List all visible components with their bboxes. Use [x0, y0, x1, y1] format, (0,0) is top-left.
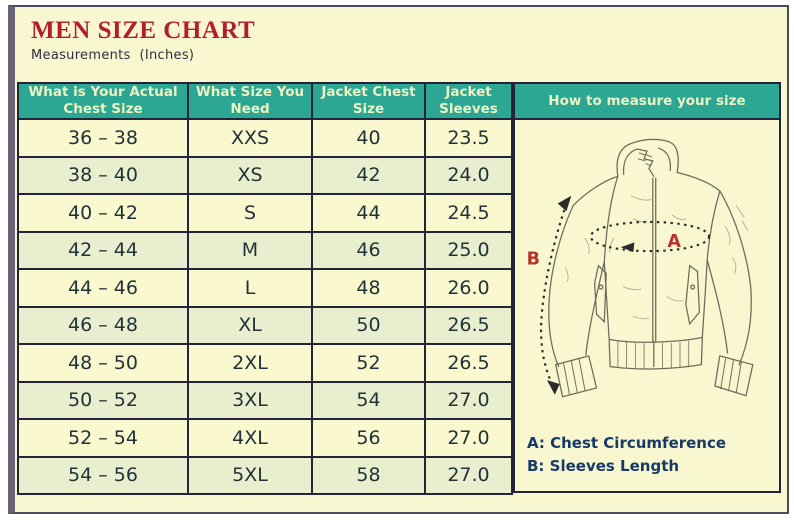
cell-jacket-sleeve: 27.0 [425, 382, 512, 420]
jacket-creases [565, 196, 747, 319]
cell-jacket-chest: 42 [312, 157, 425, 195]
cell-jacket-sleeve: 24.5 [425, 194, 512, 232]
cell-jacket-chest: 50 [312, 307, 425, 345]
measure-panel-header: How to measure your size [515, 84, 779, 120]
cell-jacket-chest: 40 [312, 119, 425, 157]
cell-jacket-chest: 52 [312, 344, 425, 382]
column-header-chest-size: What is Your Actual Chest Size [18, 83, 188, 119]
marker-b-label: B [526, 249, 540, 270]
cell-size-label: 2XL [188, 344, 312, 382]
cell-chest-range: 44 – 46 [18, 269, 188, 307]
table-row [18, 269, 512, 307]
column-header-jacket-chest: Jacket Chest Size [312, 83, 425, 119]
jacket-illustration [515, 122, 779, 452]
cell-size-label: 5XL [188, 457, 312, 495]
cell-size-label: M [188, 232, 312, 270]
cell-chest-range: 36 – 38 [18, 119, 188, 157]
cell-chest-range: 52 – 54 [18, 419, 188, 457]
cell-jacket-chest: 58 [312, 457, 425, 495]
size-chart-card [8, 5, 789, 514]
table-row [18, 419, 512, 457]
cell-jacket-chest: 44 [312, 194, 425, 232]
title-block [31, 18, 255, 63]
cell-jacket-sleeve: 27.0 [425, 419, 512, 457]
cell-size-label: XL [188, 307, 312, 345]
table-row [18, 119, 512, 157]
table-row [18, 344, 512, 382]
cell-chest-range: 46 – 48 [18, 307, 188, 345]
table-row [18, 382, 512, 420]
cell-size-label: XS [188, 157, 312, 195]
page-title: MEN SIZE CHART [31, 17, 256, 44]
cell-chest-range: 40 – 42 [18, 194, 188, 232]
page-subtitle: Measurements (Inches) [31, 48, 195, 64]
table-row [18, 157, 512, 195]
legend-chest: A: Chest Circumference [527, 434, 727, 452]
size-table [17, 82, 513, 495]
cell-jacket-chest: 46 [312, 232, 425, 270]
cell-jacket-sleeve: 26.5 [425, 344, 512, 382]
cell-size-label: 3XL [188, 382, 312, 420]
header-row [18, 83, 512, 119]
cell-chest-range: 50 – 52 [18, 382, 188, 420]
cell-chest-range: 48 – 50 [18, 344, 188, 382]
table-row [18, 232, 512, 270]
table-row [18, 194, 512, 232]
cell-jacket-sleeve: 26.0 [425, 269, 512, 307]
cell-jacket-sleeve: 27.0 [425, 457, 512, 495]
cell-jacket-chest: 48 [312, 269, 425, 307]
cell-jacket-sleeve: 24.0 [425, 157, 512, 195]
chest-measure-arrow [591, 222, 709, 252]
cell-chest-range: 42 – 44 [18, 232, 188, 270]
measure-legend [527, 432, 726, 477]
column-header-jacket-sleeves: Jacket Sleeves [425, 83, 512, 119]
table-row [18, 307, 512, 345]
marker-a-label: A [667, 232, 681, 253]
size-table-body [18, 119, 512, 494]
table-row [18, 457, 512, 495]
cell-size-label: S [188, 194, 312, 232]
cell-jacket-chest: 56 [312, 419, 425, 457]
cell-chest-range: 38 – 40 [18, 157, 188, 195]
cell-jacket-sleeve: 25.0 [425, 232, 512, 270]
cell-size-label: L [188, 269, 312, 307]
measure-panel [513, 82, 781, 493]
size-table-header [18, 83, 512, 119]
cell-chest-range: 54 – 56 [18, 457, 188, 495]
cell-jacket-chest: 54 [312, 382, 425, 420]
cell-size-label: XXS [188, 119, 312, 157]
cell-size-label: 4XL [188, 419, 312, 457]
legend-sleeves: B: Sleeves Length [527, 456, 680, 475]
column-header-size-needed: What Size You Need [188, 83, 312, 119]
cell-jacket-sleeve: 23.5 [425, 119, 512, 157]
cell-jacket-sleeve: 26.5 [425, 307, 512, 345]
jacket-outline [549, 139, 753, 396]
